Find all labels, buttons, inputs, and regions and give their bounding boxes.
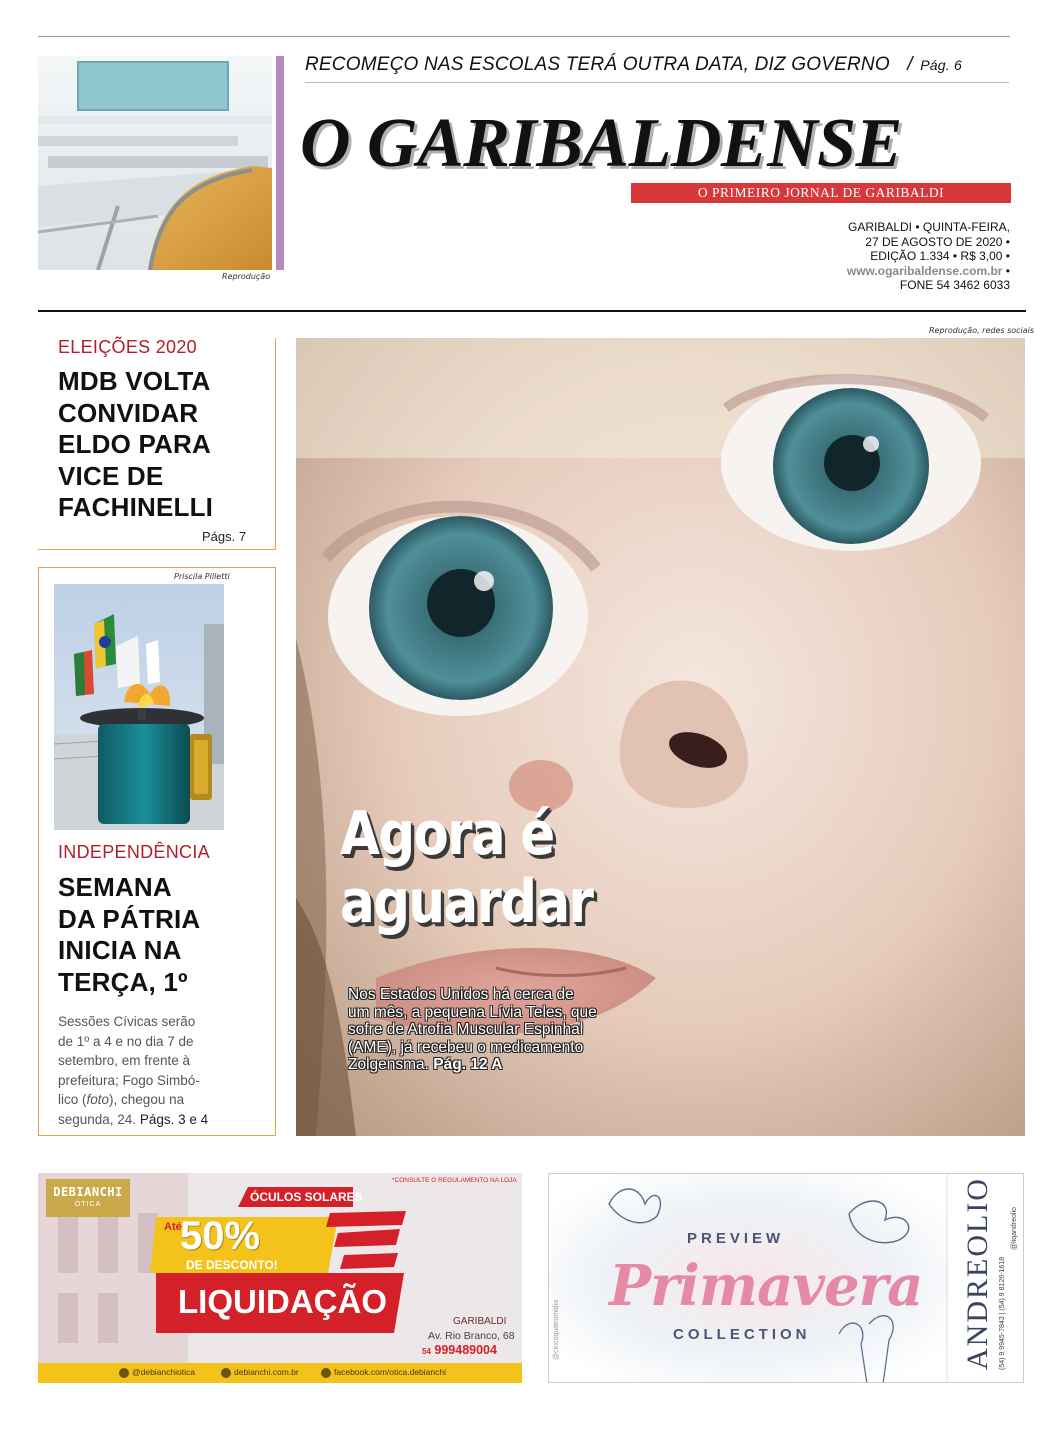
headline-line: MDB VOLTA <box>58 366 211 396</box>
body-line <box>58 1090 270 1110</box>
hero-text-line: (AME), já recebeu o medicamento <box>348 1038 584 1056</box>
ad-andreolio-social[interactable]: @liqandreolio <box>1011 1207 1018 1250</box>
photo-credit: Reprodução <box>222 272 271 281</box>
ad-andreolio-script: Primavera <box>609 1253 923 1319</box>
headline-line: SEMANA <box>58 872 172 902</box>
headline-rule <box>305 82 1009 83</box>
ad-debianchi[interactable] <box>38 1173 522 1383</box>
body-line <box>58 1110 270 1130</box>
ad-debianchi-discount-label: DE DESCONTO! <box>186 1258 278 1272</box>
symbolic-fire-photo <box>54 584 224 830</box>
section-label-independencia: INDEPENDÊNCIA <box>58 842 210 862</box>
ad-debianchi-tag: ÓCULOS SOLARES <box>250 1190 363 1204</box>
body-emphasis: foto <box>86 1092 110 1107</box>
hero-credit: Reprodução, redes sociais <box>929 326 1035 335</box>
ad-debianchi-phone-ddd: 54 <box>422 1347 431 1356</box>
ad-andreolio-phones[interactable]: (54) 9 9945-7843 | (54) 9 8126-1618 <box>999 1256 1006 1370</box>
headline-line: CONVIDAR <box>58 397 199 428</box>
top-headline[interactable] <box>305 54 962 76</box>
edition-website-line <box>847 264 1010 279</box>
body-line: setembro, em frente à <box>58 1053 191 1068</box>
website-link[interactable]: www.ogaribaldense.com.br <box>846 263 1003 278</box>
ad-debianchi-site[interactable]: debianchi.com.br <box>234 1367 299 1377</box>
hero-text-line: Nos Estados Unidos há cerca de <box>348 986 574 1003</box>
story-eleicoes[interactable] <box>38 338 276 550</box>
edition-info <box>847 220 1010 293</box>
ad-andreolio-collection: COLLECTION <box>673 1326 811 1343</box>
ad-andreolio-brand-wrap <box>961 1177 995 1372</box>
body-line: prefeitura; Fogo Simbó- <box>58 1072 200 1088</box>
top-rule <box>38 36 1010 37</box>
edition-phone: FONE 54 3462 6033 <box>899 278 1010 292</box>
hero-summary <box>348 986 616 1074</box>
top-headline-text: RECOMEÇO NAS ESCOLAS TERÁ OUTRA DATA, DIZ GOVERNO <box>305 54 890 75</box>
masthead-slogan: O PRIMEIRO JORNAL DE GARIBALDI <box>631 183 1011 203</box>
edition-line-2: 27 DE AGOSTO DE 2020 • <box>865 234 1010 249</box>
headline-line: INICIA NA <box>58 935 182 965</box>
ad-andreolio[interactable] <box>548 1173 1024 1383</box>
ad-debianchi-city: GARIBALDI <box>453 1316 507 1327</box>
photo-accent-bar <box>276 56 284 270</box>
hero-page-ref[interactable]: Pág. 12 A <box>433 1056 503 1073</box>
headline-line: ELDO PARA <box>58 429 211 459</box>
headline-line: TERÇA, 1º <box>58 966 188 997</box>
photo-credit-independencia: Priscila Pilletti <box>174 572 230 581</box>
website-bullet: • <box>1002 263 1010 278</box>
ad-andreolio-preview: PREVIEW <box>687 1230 785 1247</box>
ad-debianchi-brand-sub: ÓTICA <box>74 1201 102 1208</box>
headline-independencia <box>58 872 200 998</box>
headline-line: VICE DE <box>58 460 164 491</box>
body-independencia <box>58 1012 270 1129</box>
classroom-illustration <box>38 56 272 270</box>
hero-title-line: Agora é <box>340 799 554 869</box>
body-fragment: lico ( <box>58 1092 87 1107</box>
ad-andreolio-brand: ANDREOLIO <box>961 1177 994 1370</box>
headline-separator: / <box>907 54 913 75</box>
top-headline-page: Pág. 6 <box>920 57 962 73</box>
ad-debianchi-upto: Até <box>164 1221 182 1233</box>
headline-line: DA PÁTRIA <box>58 903 201 934</box>
ad-debianchi-discount: 50% <box>180 1214 261 1258</box>
page-ref-eleicoes: Págs. 7 <box>202 529 247 544</box>
hero-text-line <box>348 1056 616 1074</box>
ad-andreolio-social-wrap <box>1009 1186 1021 1256</box>
hero-text-line: um mês, a pequena Lívia Teles, que <box>348 1003 597 1021</box>
page-ref-independencia[interactable]: Págs. 3 e 4 <box>139 1111 209 1127</box>
ad-andreolio-credit: @cincoquatromidia <box>553 1299 560 1360</box>
symbolic-fire-illustration <box>54 584 224 830</box>
body-line: de 1º a 4 e no dia 7 de <box>58 1033 194 1049</box>
headline-line: FACHINELLI <box>58 492 214 522</box>
classroom-photo <box>38 56 272 270</box>
ad-andreolio-credit-wrap <box>553 1190 563 1370</box>
ad-debianchi-phone-line <box>422 1343 497 1357</box>
hero-title <box>340 800 592 936</box>
hero-text-line: sofre de Atrofia Muscular Espinhal <box>348 1021 584 1038</box>
body-fragment: segunda, 24. <box>58 1111 140 1127</box>
edition-line-3: EDIÇÃO 1.334 • R$ 3,00 • <box>870 249 1010 263</box>
body-line: Sessões Cívicas serão <box>58 1014 196 1029</box>
ad-debianchi-facebook[interactable]: facebook.com/otica.debianchi <box>334 1367 446 1377</box>
headline-eleicoes <box>58 366 213 524</box>
body-fragment: ), chegou na <box>109 1092 185 1107</box>
ad-debianchi-disclaimer: *CONSULTE O REGULAMENTO NA LOJA <box>392 1177 517 1184</box>
section-label-eleicoes: ELEIÇÕES 2020 <box>58 337 197 357</box>
ad-debianchi-phone: 999489004 <box>434 1343 497 1357</box>
hero-text-fragment: Zolgensma. <box>348 1056 434 1073</box>
ad-debianchi-sale: LIQUIDAÇÃO <box>178 1283 387 1320</box>
ad-debianchi-brand: DEBIANCHI <box>53 1185 123 1199</box>
masthead-title: O GARIBALDENSE <box>300 105 902 182</box>
edition-line-1: GARIBALDI • QUINTA-FEIRA, <box>848 220 1010 234</box>
ad-debianchi-address: Av. Rio Branco, 68 <box>428 1330 515 1342</box>
hero-title-line: aguardar <box>340 867 593 937</box>
ad-debianchi-instagram[interactable]: @debianchiotica <box>132 1367 195 1377</box>
header-divider <box>38 310 1026 312</box>
